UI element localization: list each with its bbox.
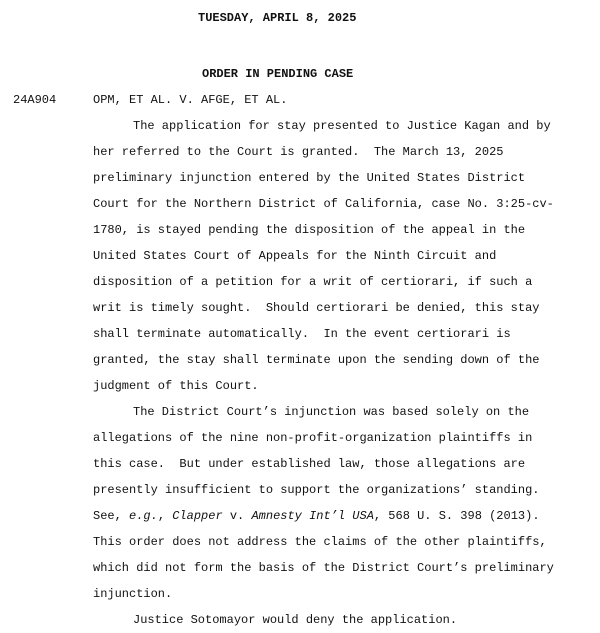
text-line: her referred to the Court is granted. The March 13, 2025 xyxy=(93,145,504,159)
case-number: 24A904 xyxy=(13,93,57,107)
text-line: United States Court of Appeals for the Ninth Circuit and xyxy=(93,249,497,263)
text-line: which did not form the basis of the District Court’s preliminary xyxy=(93,561,554,575)
citation-reporter: , 568 U. S. 398 (2013). xyxy=(373,509,540,523)
text-line: writ is timely sought. Should certiorari be denied, this stay xyxy=(93,301,540,315)
citation-party-2: Amnesty Int’l USA xyxy=(251,509,374,523)
text-line: The application for stay presented to Justice Kagan and by xyxy=(133,119,551,133)
case-title: OPM, ET AL. V. AFGE, ET AL. xyxy=(93,93,288,107)
text-line: disposition of a petition for a writ of certiorari, if such a xyxy=(93,275,533,289)
text-line: presently insufficient to support the organizations’ standing. xyxy=(93,483,540,497)
text-line: The District Court’s injunction was based solely on the xyxy=(133,405,530,419)
text-line: injunction. xyxy=(93,587,173,601)
text-line: granted, the stay shall terminate upon the sending down of the xyxy=(93,353,540,367)
citation-eg: e.g. xyxy=(129,509,158,523)
text-line: shall terminate automatically. In the event certiorari is xyxy=(93,327,511,341)
text-line: 1780, is stayed pending the disposition of the appeal in the xyxy=(93,223,526,237)
citation-line xyxy=(93,509,540,523)
text-line: this case. But under established law, those allegations are xyxy=(93,457,526,471)
text-line: This order does not address the claims of the other plaintiffs, xyxy=(93,535,547,549)
text-line: judgment of this Court. xyxy=(93,379,259,393)
text-line: preliminary injunction entered by the United States District xyxy=(93,171,526,185)
dissent-note: Justice Sotomayor would deny the application. xyxy=(133,613,458,627)
citation-see: See, xyxy=(93,509,130,523)
text-line: allegations of the nine non-profit-organization plaintiffs in xyxy=(93,431,533,445)
order-heading: ORDER IN PENDING CASE xyxy=(202,67,354,81)
citation-versus: v. xyxy=(222,509,252,523)
date-line: TUESDAY, APRIL 8, 2025 xyxy=(198,11,357,25)
text-line: Court for the Northern District of California, case No. 3:25-cv- xyxy=(93,197,554,211)
citation-party-1: Clapper xyxy=(172,509,223,523)
citation-separator: , xyxy=(157,509,173,523)
